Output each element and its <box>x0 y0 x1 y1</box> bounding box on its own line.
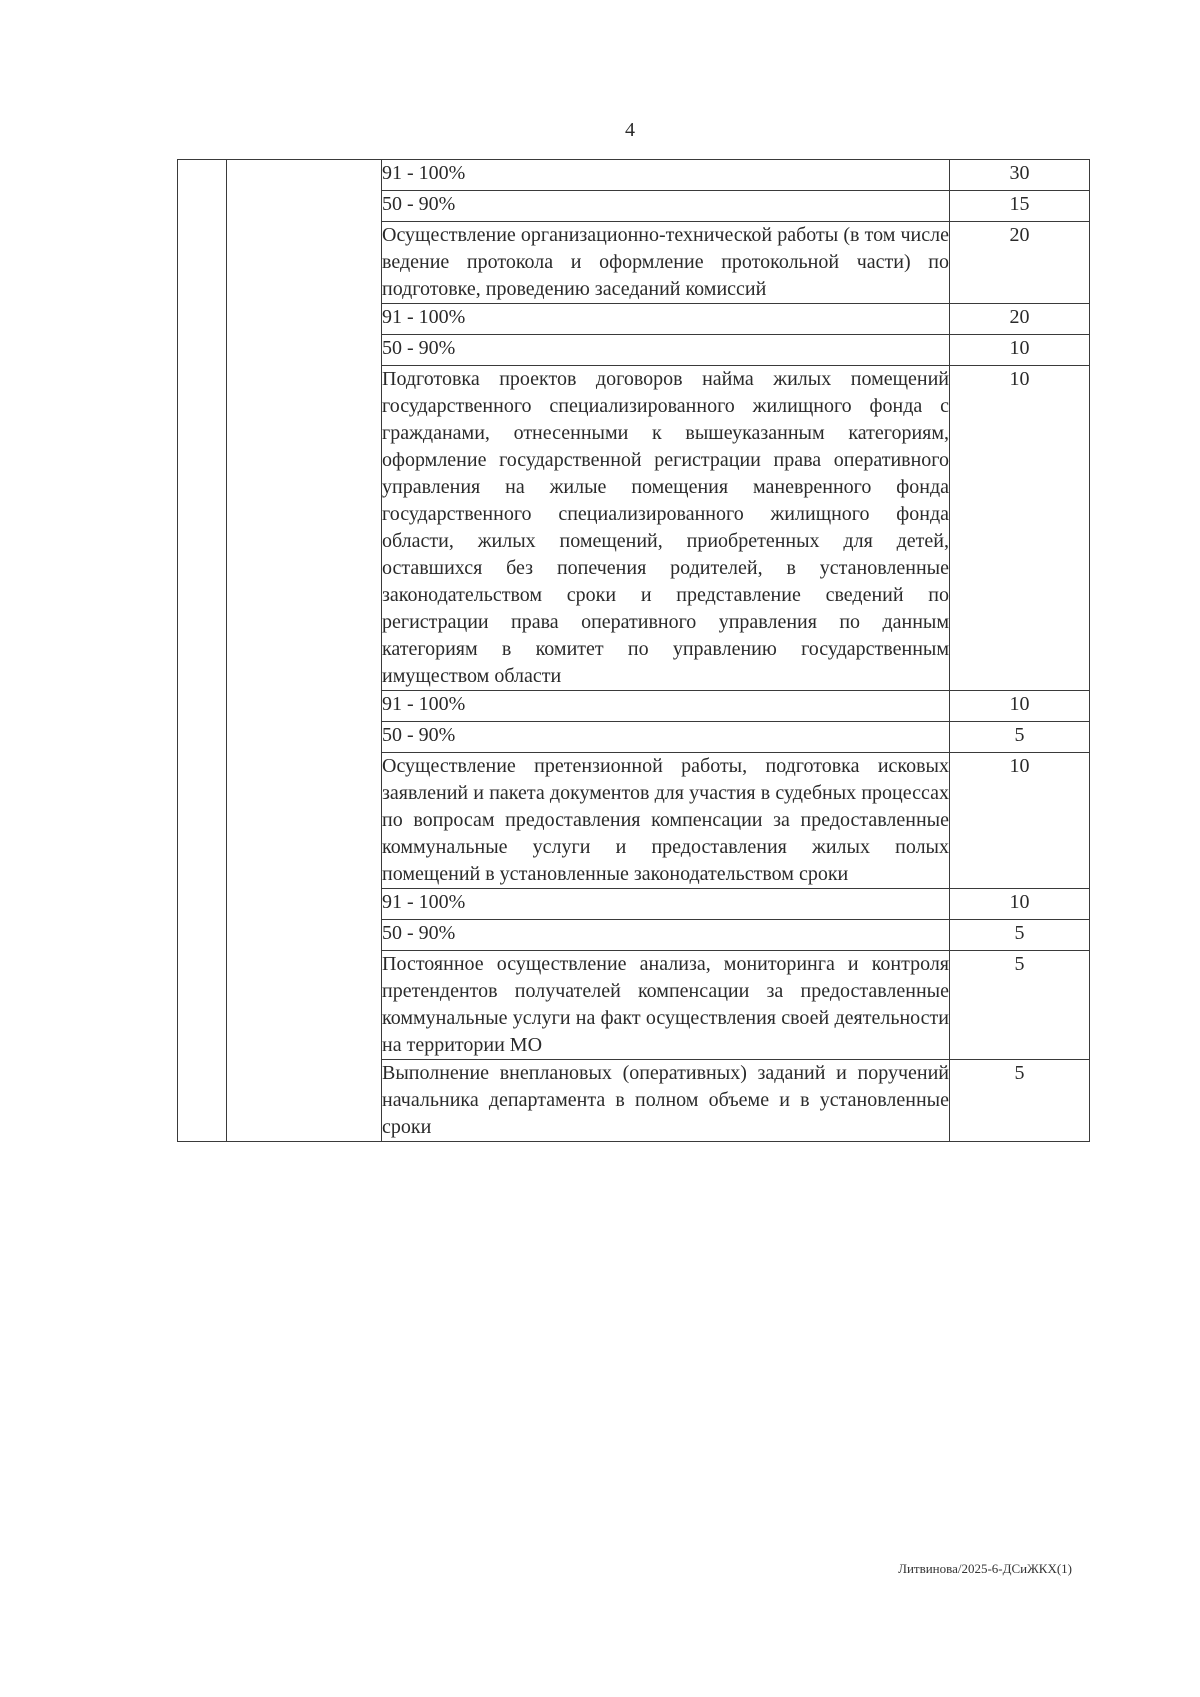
indicator-cell: Осуществление организационно-технической работы (в том числе ведение протокола и оформление протокольной части) по подготовке, проведению заседаний комиссий <box>382 222 950 304</box>
indicator-cell: 91 - 100% <box>382 304 950 335</box>
indicator-cell: Постоянное осуществление анализа, мониторинга и контроля претендентов получателей компенсации за предоставленные коммунальные услуги на факт осуществления своей деятельности на территории МО <box>382 951 950 1060</box>
score-cell: 5 <box>950 951 1090 1060</box>
number-column <box>178 160 227 1142</box>
indicator-cell: Осуществление претензионной работы, подготовка исковых заявлений и пакета документов для участия в судебных процессах по вопросам предоставления компенсации за предоставленные коммунальные услуги и предоставления жилых полых помещений в установленные законодательством сроки <box>382 753 950 889</box>
score-cell: 10 <box>950 753 1090 889</box>
indicator-cell: 50 - 90% <box>382 920 950 951</box>
indicator-cell: 91 - 100% <box>382 889 950 920</box>
score-cell: 20 <box>950 222 1090 304</box>
criterion-column <box>227 160 382 1142</box>
indicator-cell: Выполнение внеплановых (оперативных) заданий и поручений начальника департамента в полном объеме и в установленные сроки <box>382 1060 950 1142</box>
score-cell: 20 <box>950 304 1090 335</box>
indicator-cell: 91 - 100% <box>382 691 950 722</box>
criteria-table <box>177 159 1090 1142</box>
score-cell: 15 <box>950 191 1090 222</box>
score-cell: 5 <box>950 722 1090 753</box>
score-cell: 30 <box>950 160 1090 191</box>
indicator-cell: 50 - 90% <box>382 335 950 366</box>
indicator-cell: Подготовка проектов договоров найма жилых помещений государственного специализированного жилищного фонда с гражданами, отнесенными к вышеуказанным категориям, оформление государственной регистрации права оперативного управления на жилые помещения маневренного фонда государственного специализированного жилищного фонда области, жилых помещений, приобретенных для детей, оставшихся без попечения родителей, в установленные законодательством сроки и представление сведений по регистрации права оперативного управления по данным категориям в комитет по управлению государственным имуществом области <box>382 366 950 691</box>
table-row <box>178 160 1090 191</box>
indicator-cell: 50 - 90% <box>382 722 950 753</box>
score-cell: 10 <box>950 335 1090 366</box>
indicator-cell: 91 - 100% <box>382 160 950 191</box>
score-cell: 5 <box>950 920 1090 951</box>
document-reference: Литвинова/2025-6-ДСиЖКХ(1) <box>898 1561 1072 1576</box>
score-cell: 10 <box>950 366 1090 691</box>
score-cell: 10 <box>950 889 1090 920</box>
score-cell: 10 <box>950 691 1090 722</box>
page-number: 4 <box>625 119 635 141</box>
score-cell: 5 <box>950 1060 1090 1142</box>
indicator-cell: 50 - 90% <box>382 191 950 222</box>
